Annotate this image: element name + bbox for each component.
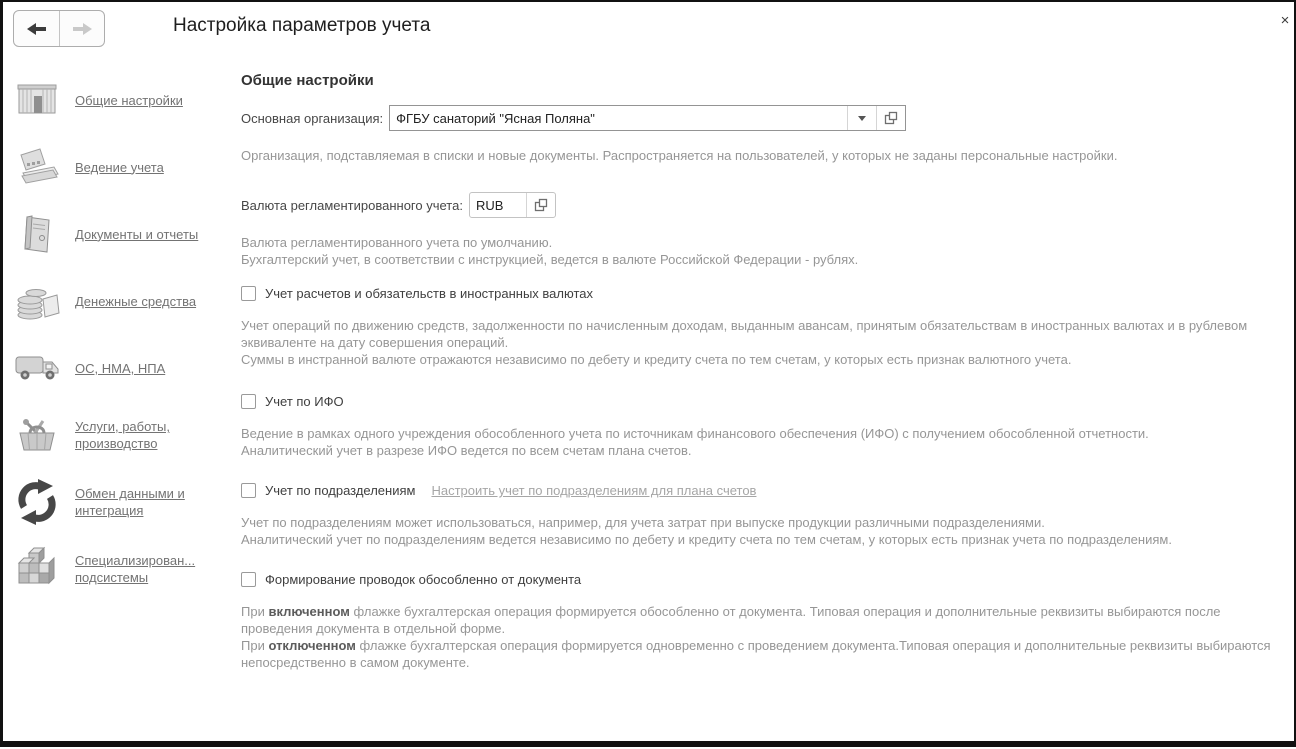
sidebar-item-data-exchange[interactable] (11, 478, 237, 526)
main-organization-combobox (389, 105, 906, 131)
currency-open-button[interactable] (526, 193, 555, 217)
separate-postings-label[interactable]: Формирование проводок обособленно от документа (265, 572, 582, 587)
forward-button[interactable] (59, 11, 104, 46)
sidebar-item-label: Ведение учета (75, 159, 164, 175)
ifo-hint: Ведение в рамках одного учреждения обособленного учета по источникам финансового обеспечения (ИФО) с получением обособленной отчетности. Аналитический учет в разрезе ИФО ведется по всем счетам плана счетов. (241, 426, 1149, 458)
ifo-checkbox[interactable] (241, 394, 256, 409)
sync-icon (11, 478, 63, 526)
page-title: Настройка параметров учета (173, 15, 431, 36)
sidebar-item-cash[interactable] (11, 277, 237, 325)
foreign-currency-hint: Учет операций по движению средств, задолженности по начисленным доходам, выданным авансам, принятым обязательствам в иностранных валютах и в рублевом эквиваленте на дату совершения операций. Суммы в инстранной валюте отражаются независимо по дебету и кредиту счета по тем счетам, у которых есть признак валютного учета. (241, 318, 1248, 367)
sidebar-item-documents-reports[interactable] (11, 210, 237, 258)
open-icon (884, 111, 898, 125)
main-organization-input[interactable] (390, 106, 847, 130)
sidebar-item-label: ОС, НМА, НПА (75, 360, 166, 376)
foreign-currency-row (241, 286, 1286, 301)
departments-setup-link[interactable]: Настроить учет по подразделениям для плана счетов (431, 483, 757, 498)
sidebar-item-fixed-assets[interactable] (11, 344, 237, 392)
building-icon (11, 76, 63, 124)
departments-checkbox[interactable] (241, 483, 256, 498)
arrow-left-icon (27, 22, 47, 36)
chevron-down-icon (858, 116, 866, 121)
sidebar-item-label: Специализирован... подсистемы (75, 553, 196, 585)
ledger-icon (11, 143, 63, 191)
toolbox-icon (11, 411, 63, 459)
currency-row (241, 192, 1286, 218)
sidebar (3, 58, 237, 749)
departments-label[interactable]: Учет по подразделениям (265, 483, 416, 498)
sidebar-item-label: Обмен данными и интеграция (75, 486, 185, 518)
cubes-icon (11, 545, 63, 593)
separate-postings-checkbox[interactable] (241, 572, 256, 587)
sidebar-item-label: Общие настройки (75, 92, 183, 108)
truck-icon (11, 344, 63, 392)
close-icon: × (1280, 12, 1290, 29)
departments-row (241, 483, 1286, 498)
close-button[interactable] (1277, 13, 1293, 28)
currency-input[interactable] (470, 193, 526, 217)
foreign-currency-label[interactable]: Учет расчетов и обязательств в иностранных валютах (265, 286, 593, 301)
sidebar-item-label: Услуги, работы, производство (75, 419, 170, 451)
sidebar-item-services-production[interactable] (11, 411, 237, 459)
open-icon (534, 198, 548, 212)
coins-icon (11, 277, 63, 325)
section-heading: Общие настройки (241, 72, 374, 89)
main-content (237, 58, 1294, 749)
main-organization-open-button[interactable] (876, 106, 905, 130)
currency-combobox (469, 192, 556, 218)
currency-hint: Валюта регламентированного учета по умолчанию. Бухгалтерский учет, в соответствии с инструкцией, ведется в валюте Российской Федерации - рублях. (241, 235, 859, 267)
ifo-label[interactable]: Учет по ИФО (265, 394, 344, 409)
sidebar-item-general-settings[interactable] (11, 76, 237, 124)
departments-hint: Учет по подразделениям может использоваться, например, для учета затрат при выпуске продукции различными подразделениями. Аналитический учет по подразделениям ведется независимо по дебету и кредиту счета по тем счетам, у которых есть признак учета по подразделениям. (241, 515, 1172, 547)
sidebar-item-label: Денежные средства (75, 293, 197, 309)
main-organization-label: Основная организация: (241, 110, 384, 126)
back-button[interactable] (14, 11, 59, 46)
sidebar-item-specialized-subsystems[interactable] (11, 545, 237, 593)
binder-icon (11, 210, 63, 258)
currency-label: Валюта регламентированного учета: (241, 197, 463, 213)
sidebar-item-label: Документы и отчеты (75, 226, 199, 242)
history-nav-group (13, 10, 105, 47)
topbar (3, 2, 1294, 58)
main-organization-row (241, 105, 1286, 131)
main-organization-dropdown-button[interactable] (847, 106, 876, 130)
sidebar-item-accounting[interactable] (11, 143, 237, 191)
arrow-right-icon (72, 22, 92, 36)
ifo-row (241, 394, 1286, 409)
main-organization-hint: Организация, подставляемая в списки и новые документы. Распространяется на пользователей, у которых не заданы персональные настройки. (241, 148, 1118, 163)
separate-postings-row (241, 572, 1286, 587)
separate-postings-hint: При включенном флажке бухгалтерская операция формируется обособленно от документа. Типовая операция и дополнительные реквизиты выбираются после проведения документа в отдельной форме. При отключенном флажке бухгалтерская операция формируется одновременно с проведением документа.Типовая операция и дополнительные реквизиты выбираются непосредственно в самом документе. (241, 604, 1271, 670)
foreign-currency-checkbox[interactable] (241, 286, 256, 301)
